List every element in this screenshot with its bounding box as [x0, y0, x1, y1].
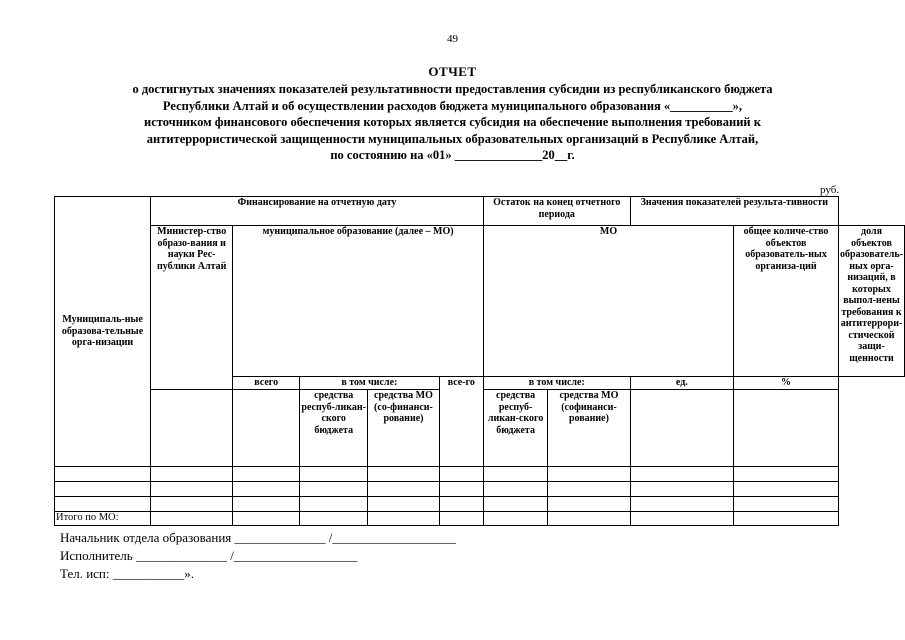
signature-executor: Исполнитель ______________ /___________________ — [60, 548, 358, 563]
header-total-objects: общее количе-ство объектов образователь-ных организа-ций — [734, 226, 839, 377]
header-fin-mo: средства МО (со-финанси-рование) — [368, 390, 439, 467]
subtitle-line: о достигнутых значениях показателей результативности предоставления субсидии из республиканского бюджета — [132, 82, 773, 96]
table-row — [55, 497, 905, 512]
subtitle-line: по состоянию на «01» ______________20__г. — [330, 148, 575, 162]
currency-unit: руб. — [820, 184, 840, 196]
header-municipal-orgs: Муниципаль-ные образова-тельные орга-низации — [55, 197, 151, 467]
report-subtitle — [40, 81, 865, 164]
header-indicators: Значения показателей результа-тивности — [630, 197, 838, 226]
table-row — [55, 467, 905, 482]
header-mo: МО — [483, 226, 733, 377]
header-fin-republic: средства респуб-ликан-ского бюджета — [300, 390, 368, 467]
subtitle-line: Республики Алтай и об осуществлении расходов бюджета муниципального образования «__________», — [162, 98, 743, 113]
cell-empty — [233, 390, 300, 467]
report-title: ОТЧЕТ — [428, 64, 477, 79]
subtitle-line: источником финансового обеспечения которых является субсидия на обеспечение выполнения требований к — [144, 115, 761, 129]
cell-empty — [630, 390, 733, 467]
header-fin-total: всего — [233, 377, 300, 390]
report-table — [54, 196, 905, 526]
header-balance: Остаток на конец отчетного периода — [483, 197, 630, 226]
header-share-objects: доля объектов образователь-ных орга-низаций, в которых выпол-нены требования к антитеррори-стической защи-щенности — [839, 226, 905, 377]
cell-empty — [734, 390, 839, 467]
header-bal-total: все-го — [439, 377, 483, 467]
header-bal-republic: средства респуб-ликан-ского бюджета — [483, 390, 547, 467]
header-mo-full: муниципальное образование (далее – МО) — [233, 226, 484, 377]
header-ministry: Министер-ство образо-вания и науки Рес-публики Алтай — [151, 226, 233, 390]
cell-empty — [151, 390, 233, 467]
table-row — [55, 482, 905, 497]
header-unit-count: ед. — [630, 377, 733, 390]
header-bal-including: в том числе: — [483, 377, 630, 390]
header-unit-percent: % — [734, 377, 839, 390]
page-number: 49 — [447, 33, 458, 45]
subtitle-line: антитеррористической защищенности муниципальных образовательных организаций в Республике Алтай, — [146, 131, 759, 146]
header-financing: Финансирование на отчетную дату — [151, 197, 484, 226]
header-fin-including: в том числе: — [300, 377, 440, 390]
executor-phone: Тел. исп: ___________». — [60, 566, 194, 581]
header-bal-mo: средства МО (софинанси-рование) — [548, 390, 630, 467]
total-label: Итого по МО: — [55, 512, 151, 526]
signature-head: Начальник отдела образования ______________ /___________________ — [60, 530, 456, 545]
table-total-row — [55, 512, 905, 526]
